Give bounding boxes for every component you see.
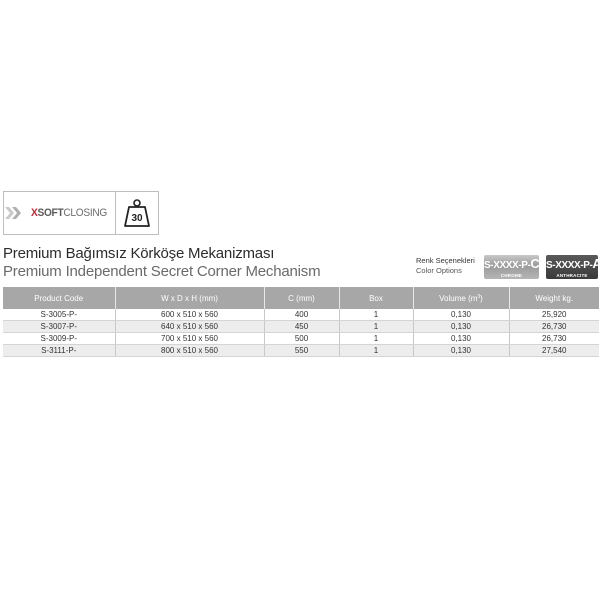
cell-product-code: S-3111-P- xyxy=(3,345,115,357)
table-row xyxy=(3,333,599,345)
feature-badges xyxy=(3,191,159,235)
chevrons-icon xyxy=(5,206,29,220)
chrome-suffix: C xyxy=(530,256,540,271)
table-row xyxy=(3,345,599,357)
table-row xyxy=(3,309,599,321)
cell-c: 550 xyxy=(264,345,339,357)
cell-weight: 25,920 xyxy=(509,309,599,321)
chrome-code: S-XXXX-P- xyxy=(484,260,531,271)
cell-box: 1 xyxy=(339,309,413,321)
header-volume: Volume $(m^3)$ xyxy=(413,287,509,309)
weight-capacity-badge xyxy=(116,191,159,235)
table-header-row xyxy=(3,287,599,309)
cell-box: 1 xyxy=(339,345,413,357)
cell-product-code: S-3005-P- xyxy=(3,309,115,321)
header-box: Box xyxy=(339,287,413,309)
table-row xyxy=(3,321,599,333)
color-options-label xyxy=(416,256,475,276)
spec-table xyxy=(3,287,599,357)
cell-weight: 26,730 xyxy=(509,321,599,333)
soft-closing-badge xyxy=(3,191,116,235)
cell-dimensions: 800 x 510 x 560 xyxy=(115,345,264,357)
cell-volume: 0,130 xyxy=(413,309,509,321)
cell-c: 400 xyxy=(264,309,339,321)
title-turkish: Premium Bağımsız Körköşe Mekanizması xyxy=(3,245,275,262)
cell-dimensions: 700 x 510 x 560 xyxy=(115,333,264,345)
cell-dimensions: 600 x 510 x 560 xyxy=(115,309,264,321)
anthracite-suffix: A xyxy=(592,256,601,271)
soft-closing-label: XSOFTCLOSING xyxy=(31,207,108,219)
weight-capacity-value: 30 xyxy=(131,213,143,224)
cell-box: 1 xyxy=(339,321,413,333)
weight-icon xyxy=(124,198,150,228)
color-options-label-tr: Renk Seçenekleri xyxy=(416,256,475,265)
cell-product-code: S-3009-P- xyxy=(3,333,115,345)
cell-volume: 0,130 xyxy=(413,321,509,333)
header-weight: Weight kg. xyxy=(509,287,599,309)
cell-volume: 0,130 xyxy=(413,333,509,345)
cell-box: 1 xyxy=(339,333,413,345)
cell-c: 450 xyxy=(264,321,339,333)
chrome-swatch xyxy=(484,255,539,279)
cell-weight: 27,540 xyxy=(509,345,599,357)
title-english: Premium Independent Secret Corner Mechanism xyxy=(3,263,321,280)
header-product-code: Product Code xyxy=(3,287,115,309)
anthracite-swatch xyxy=(546,255,601,279)
color-options-label-en: Color Options xyxy=(416,266,462,275)
cell-weight: 26,730 xyxy=(509,333,599,345)
cell-product-code: S-3007-P- xyxy=(3,321,115,333)
header-c: C (mm) xyxy=(264,287,339,309)
cell-volume: 0,130 xyxy=(413,345,509,357)
chrome-name: CHROME xyxy=(500,273,523,278)
anthracite-name: ANTHRACITE xyxy=(556,273,588,278)
cell-c: 500 xyxy=(264,333,339,345)
header-dimensions: W x D x H (mm) xyxy=(115,287,264,309)
cell-dimensions: 640 x 510 x 560 xyxy=(115,321,264,333)
anthracite-code: S-XXXX-P- xyxy=(546,260,593,271)
